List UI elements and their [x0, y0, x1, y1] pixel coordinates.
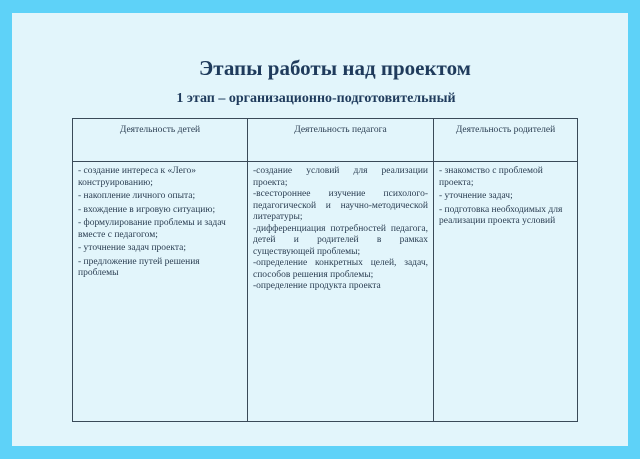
- header-parents: Деятельность родителей: [434, 119, 578, 162]
- children-cell: [73, 162, 248, 422]
- list-item: - формулирование проблемы и задач вместе с педагогом;: [78, 218, 226, 240]
- list-item: -всестороннее изучение психолого-педагогической и научно-методической литературы;: [253, 189, 428, 222]
- table-header-row: [73, 119, 578, 162]
- list-item: - создание интереса к «Лего» конструированию;: [78, 166, 197, 188]
- stages-table: [72, 118, 578, 422]
- list-item: -дифференциация потребностей педагога, детей и родителей в рамках существующей проблемы;: [253, 223, 428, 257]
- list-item: - предложение путей решения проблемы: [78, 256, 200, 278]
- list-item: - вхождение в игровую ситуацию;: [78, 204, 216, 215]
- list-item: - подготовка необходимых для реализации проекта условий: [439, 204, 563, 226]
- list-item: - знакомство с проблемой проекта;: [439, 166, 543, 188]
- list-item: -определение продукта проекта: [253, 281, 381, 291]
- list-item: -определение конкретных целей, задач, способов решения проблемы;: [253, 258, 428, 280]
- table-row: [73, 162, 578, 422]
- page-title: Этапы работы над проектом: [199, 56, 471, 80]
- list-item: - накопление личного опыта;: [78, 191, 196, 201]
- page-subtitle: 1 этап – организационно-подготовительный: [176, 91, 456, 106]
- list-item: - уточнение задач;: [439, 191, 513, 201]
- list-item: -создание условий для реализации проекта;: [253, 166, 428, 188]
- header-teacher: Деятельность педагога: [248, 119, 434, 162]
- parents-cell: [434, 162, 578, 422]
- header-children: Деятельность детей: [73, 119, 248, 162]
- list-item: - уточнение задач проекта;: [78, 243, 186, 253]
- teacher-cell: [248, 162, 434, 422]
